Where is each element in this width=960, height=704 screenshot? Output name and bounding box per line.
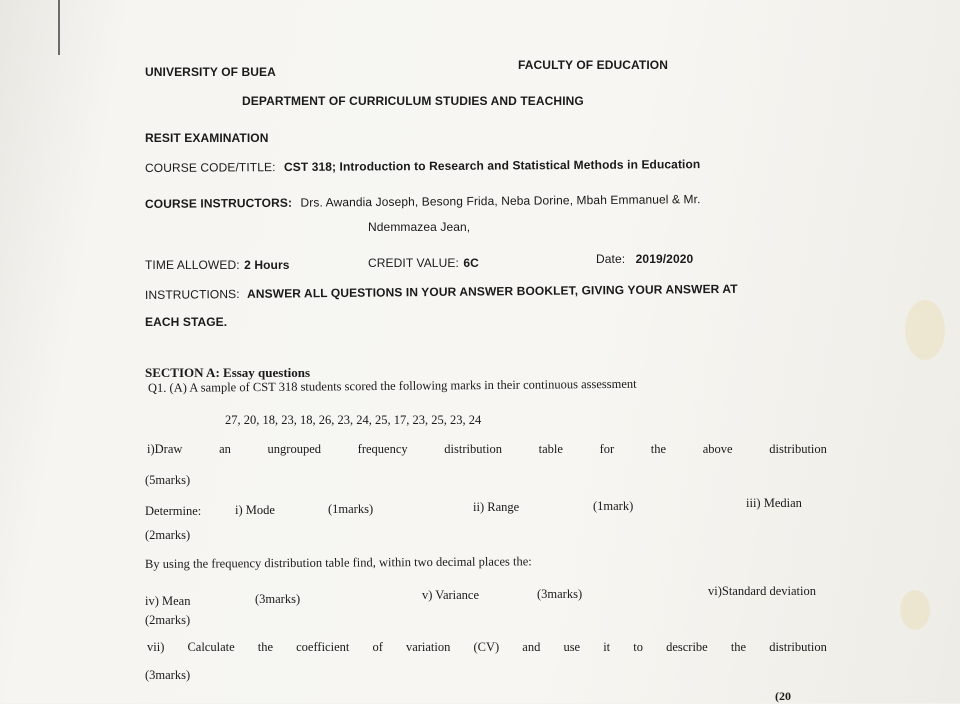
variance-marks: (3marks) xyxy=(537,587,583,601)
sd-item: vi)Standard deviation xyxy=(708,584,816,598)
mode-item: i) Mode xyxy=(235,503,275,517)
paper-stain xyxy=(900,590,930,630)
instructions-line xyxy=(145,280,738,304)
section-total-marks: (20 xyxy=(775,689,791,703)
exam-type: RESIT EXAMINATION xyxy=(145,131,269,145)
question-i-line: i)Draw an ungrouped frequency distribution table for the above distribution xyxy=(147,442,827,456)
marks-list: 27, 20, 18, 23, 18, 26, 23, 24, 25, 17, 23, 25, 23, 24 xyxy=(225,413,482,427)
instructors-names-cont: Ndemmazea Jean, xyxy=(368,220,471,234)
question-vii-line: vii) Calculate the coefficient of variation (CV) and use it to describe the distribution xyxy=(147,640,827,654)
median-marks: (2marks) xyxy=(145,528,191,542)
instructions-text-cont: EACH STAGE. xyxy=(145,315,228,329)
mode-marks: (1marks) xyxy=(328,502,374,516)
instructors-line xyxy=(145,190,701,213)
mean-item: iv) Mean xyxy=(145,594,191,608)
question-1-intro: Q1. (A) A sample of CST 318 students scored the following marks in their continuous assessment xyxy=(147,376,637,395)
university-name: UNIVERSITY OF BUEA xyxy=(145,65,276,79)
determine-label: Determine: xyxy=(145,504,202,518)
course-code-value: CST 318; Introduction to Research and Statistical Methods in Education xyxy=(283,157,701,175)
question-vii-marks: (3marks) xyxy=(145,668,191,682)
range-item: ii) Range xyxy=(473,500,520,514)
department-name: DEPARTMENT OF CURRICULUM STUDIES AND TEACHING xyxy=(242,94,584,108)
paper-stain xyxy=(905,300,945,360)
mean-marks: (3marks) xyxy=(255,592,301,606)
course-code-line xyxy=(145,155,700,177)
pen-mark xyxy=(58,0,60,55)
range-marks: (1mark) xyxy=(593,499,634,513)
section-title: SECTION A: Essay questions xyxy=(145,365,311,380)
instructors-label: COURSE INSTRUCTORS: xyxy=(144,195,293,211)
course-code-label: COURSE CODE/TITLE: xyxy=(144,160,276,175)
instructions-label: INSTRUCTIONS: xyxy=(144,287,240,302)
frequency-intro: By using the frequency distribution table find, within two decimal places the: xyxy=(144,554,532,571)
median-item: iii) Median xyxy=(746,496,802,510)
credit-value: CREDIT VALUE: 6C xyxy=(368,256,479,270)
instructions-text: ANSWER ALL QUESTIONS IN YOUR ANSWER BOOKLET, GIVING YOUR ANSWER AT xyxy=(247,281,738,301)
instructors-names: Drs. Awandia Joseph, Besong Frida, Neba Dorine, Mbah Emmanuel & Mr. xyxy=(300,192,701,210)
variance-item: v) Variance xyxy=(422,588,480,602)
time-allowed: TIME ALLOWED: 2 Hours xyxy=(145,258,290,272)
question-i-marks: (5marks) xyxy=(145,473,191,487)
sd-marks: (2marks) xyxy=(145,613,191,627)
exam-date: Date: 2019/2020 xyxy=(596,252,694,266)
faculty-name: FACULTY OF EDUCATION xyxy=(518,58,668,72)
